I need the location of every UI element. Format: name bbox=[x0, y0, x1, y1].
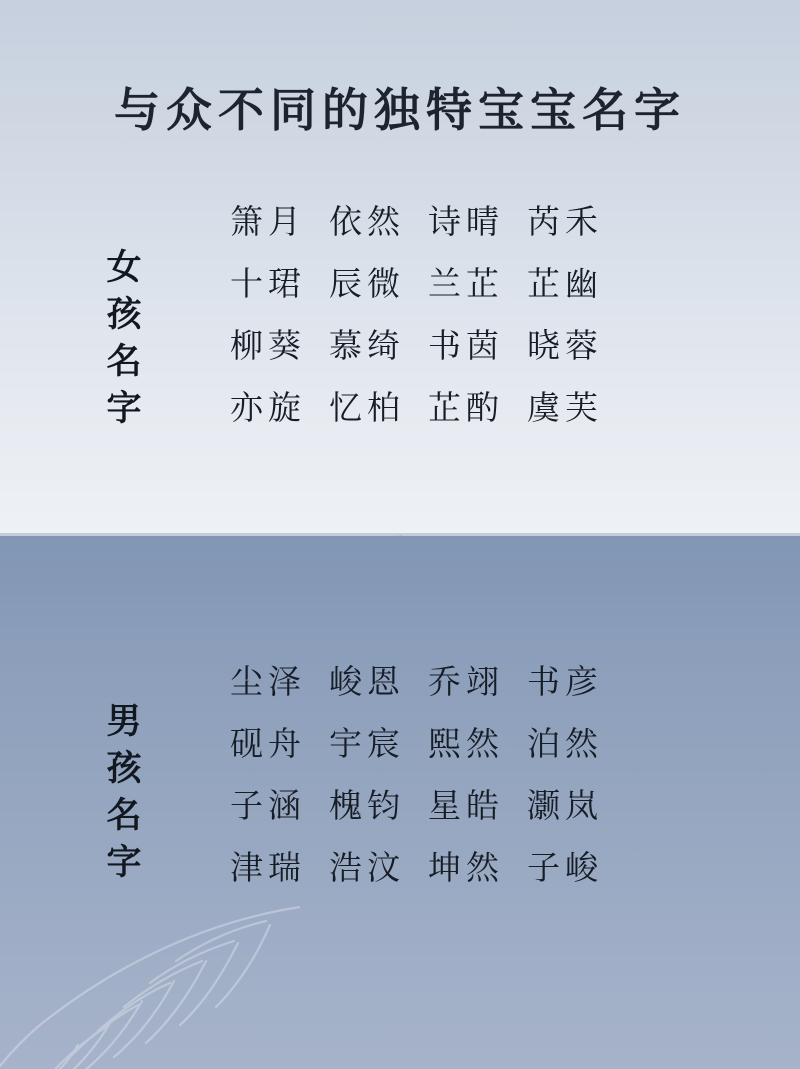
name-item: 忆柏 bbox=[329, 388, 405, 427]
page-title: 与众不同的独特宝宝名字 bbox=[114, 83, 686, 137]
name-item: 熙然 bbox=[428, 724, 504, 763]
name-item: 十珺 bbox=[230, 264, 306, 303]
name-item: 槐钧 bbox=[329, 786, 405, 825]
name-item: 坤然 bbox=[428, 848, 504, 887]
name-item: 砚舟 bbox=[230, 724, 306, 763]
name-item: 依然 bbox=[329, 202, 405, 241]
boys-panel bbox=[0, 536, 800, 1069]
name-item: 晓蓉 bbox=[527, 326, 603, 365]
name-item: 亦旋 bbox=[230, 388, 306, 427]
name-item: 诗晴 bbox=[428, 202, 504, 241]
name-item: 浩汶 bbox=[329, 848, 405, 887]
name-item: 书彦 bbox=[527, 662, 603, 701]
name-item: 星皓 bbox=[428, 786, 504, 825]
section-label-boys: 男孩名字 bbox=[101, 702, 142, 890]
name-item: 子涵 bbox=[230, 786, 306, 825]
name-item: 兰芷 bbox=[428, 264, 504, 303]
name-item: 津瑞 bbox=[230, 848, 306, 887]
name-item: 芮禾 bbox=[527, 202, 603, 241]
girls-name-grid bbox=[230, 203, 623, 427]
palm-leaf-icon bbox=[0, 899, 300, 1069]
name-item: 乔翊 bbox=[428, 662, 504, 701]
name-item: 书茵 bbox=[428, 326, 504, 365]
section-label-girls: 女孩名字 bbox=[101, 248, 142, 436]
name-item: 芷酌 bbox=[428, 388, 504, 427]
name-item: 柳葵 bbox=[230, 326, 306, 365]
name-item: 宇宸 bbox=[329, 724, 405, 763]
name-item: 尘泽 bbox=[230, 662, 306, 701]
name-item: 芷幽 bbox=[527, 264, 603, 303]
name-item: 泊然 bbox=[527, 724, 603, 763]
name-item: 虞芙 bbox=[527, 388, 603, 427]
name-item: 灏岚 bbox=[527, 786, 603, 825]
boys-name-grid bbox=[230, 663, 623, 887]
name-item: 箫月 bbox=[230, 202, 306, 241]
name-item: 子峻 bbox=[527, 848, 603, 887]
name-item: 辰微 bbox=[329, 264, 405, 303]
name-item: 峻恩 bbox=[329, 662, 405, 701]
name-item: 慕绮 bbox=[329, 326, 405, 365]
